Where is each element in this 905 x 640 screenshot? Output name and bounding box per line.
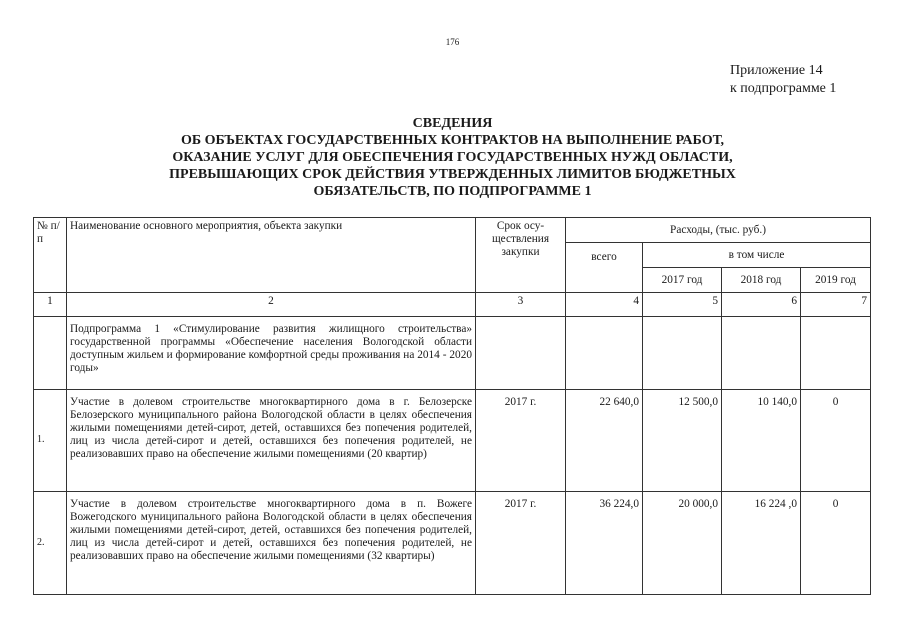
row-2018: 10 140,0 <box>722 390 801 492</box>
title-line: ПРЕВЫШАЮЩИХ СРОК ДЕЙСТВИЯ УТВЕРЖДЕННЫХ ЛИМИТОВ БЮДЖЕТНЫХ <box>169 167 736 182</box>
column-number: 1 <box>34 293 67 317</box>
appendix-note <box>730 62 836 98</box>
title-line: ОБ ОБЪЕКТАХ ГОСУДАРСТВЕННЫХ КОНТРАКТОВ НА ВЫПОЛНЕНИЕ РАБОТ, <box>180 133 725 148</box>
row-term: 2017 г. <box>476 390 566 492</box>
row-2017: 20 000,0 <box>643 492 722 595</box>
appendix-line-1: Приложение 14 <box>730 63 823 78</box>
title-line: ОБЯЗАТЕЛЬСТВ, ПО ПОДПРОГРАММЕ 1 <box>313 184 592 199</box>
column-number: 2 <box>67 293 476 317</box>
row-name: Участие в долевом строительстве многоквартирного дома в г. Белозерске Белозерского муниципального района Вологодской области в целях обеспечения жилыми помещениями детей-сирот, детей, оставшихся без попечения родителей, лиц из числа детей-сирот и детей, оставшихся без попечения родителей, не реализовавших право на обеспечение жилыми помещениями (20 квартир) <box>67 390 476 492</box>
column-number: 5 <box>643 293 722 317</box>
header-total: всего <box>566 243 643 293</box>
row-2017: 12 500,0 <box>643 390 722 492</box>
header-term: Срок осу-ществления закупки <box>476 218 566 293</box>
header-2018: 2018 год <box>722 268 801 293</box>
header-name: Наименование основного мероприятия, объекта закупки <box>67 218 476 293</box>
column-number: 4 <box>566 293 643 317</box>
row-name: Участие в долевом строительстве многоквартирного дома в п. Вожеге Вожегодского муниципального района Вологодской области в целях обеспечения жилыми помещениями детей-сирот, детей, оставшихся без попечения родителей, лиц из числа детей-сирот и детей, оставшихся без попечения родителей, не реализовавших право на обеспечение жилыми помещениями (32 квартиры) <box>67 492 476 595</box>
title-line: СВЕДЕНИЯ <box>412 116 493 131</box>
header-2017: 2017 год <box>643 268 722 293</box>
row-total: 36 224,0 <box>566 492 643 595</box>
header-including: в том числе <box>643 243 871 268</box>
row-term: 2017 г. <box>476 492 566 595</box>
column-number-row <box>34 293 871 317</box>
document-title <box>0 115 905 200</box>
contracts-table <box>33 217 871 595</box>
section-row <box>34 317 871 390</box>
row-number: 1. <box>34 390 67 492</box>
table-row <box>34 390 871 492</box>
header-num: № п/п <box>34 218 67 293</box>
page-number: 176 <box>445 37 460 47</box>
row-2019: 0 <box>801 492 871 595</box>
row-total: 22 640,0 <box>566 390 643 492</box>
header-expenses: Расходы, (тыс. руб.) <box>566 218 871 243</box>
column-number: 6 <box>722 293 801 317</box>
section-title: Подпрограмма 1 «Стимулирование развития жилищного строительства» государственной программы «Обеспечение населения Вологодской области доступным жильем и формирование комфортной среды проживания на 2014 - 2020 годы» <box>67 317 476 390</box>
column-number: 7 <box>801 293 871 317</box>
appendix-line-2: к подпрограмме 1 <box>730 81 837 96</box>
table-row <box>34 492 871 595</box>
row-2018: 16 224 ,0 <box>722 492 801 595</box>
header-2019: 2019 год <box>801 268 871 293</box>
row-2019: 0 <box>801 390 871 492</box>
title-line: ОКАЗАНИЕ УСЛУГ ДЛЯ ОБЕСПЕЧЕНИЯ ГОСУДАРСТВЕННЫХ НУЖД ОБЛАСТИ, <box>172 150 733 165</box>
column-number: 3 <box>476 293 566 317</box>
row-number: 2. <box>34 492 67 595</box>
